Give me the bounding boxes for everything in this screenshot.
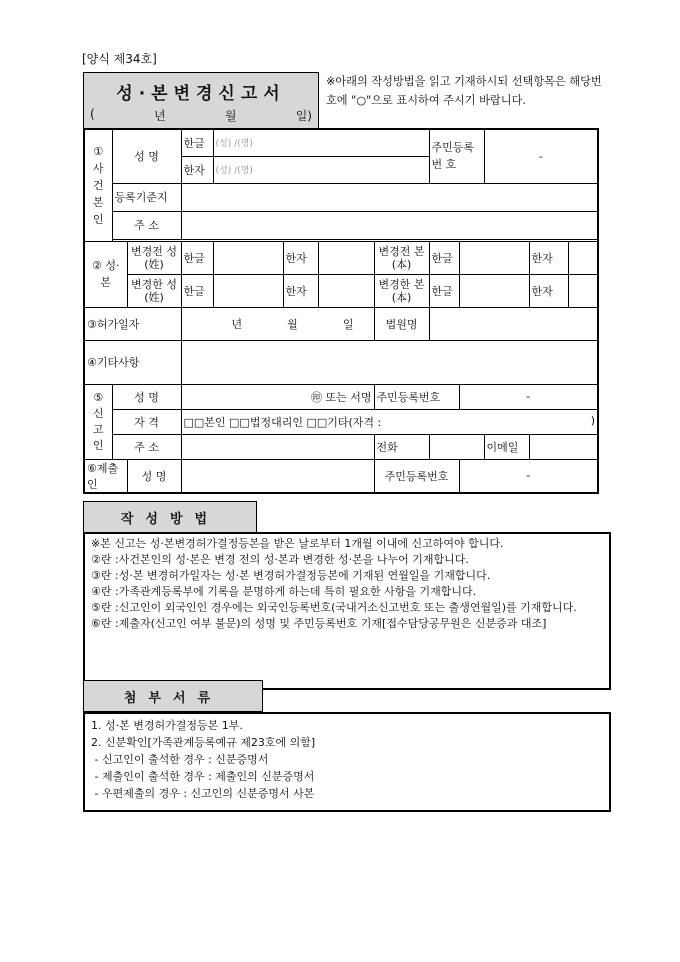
submitter-name-field[interactable] [181,459,374,493]
instruction-text: 성·본 변경허가일자는 성·본 변경허가결정등본에 기재된 연월일을 기재합니다. [118,569,491,582]
instructions-box [83,532,611,690]
permit-date-field[interactable] [181,307,374,340]
reporter-label: ⑤ 신 고 인 [84,384,112,459]
before-surname-label: 변경전 성(姓) [127,241,181,274]
phone-field[interactable] [429,434,484,459]
reporter-rrn-label: 주민등록번호 [374,384,459,409]
registry-label: 등록기준지 [112,183,181,211]
permit-month-label: 월 [287,317,298,331]
instruction-note: ※아래의 작성방법을 읽고 기재하시되 선택항목은 해당번호에 "○"으로 표시하여 주시기 바랍니다. [326,75,602,107]
email-label: 이메일 [484,434,529,459]
instruction-text: 신고인이 외국인인 경우에는 외국인등록번호(국내거소신고번호 또는 출생연월일)를 기재합니다. [118,601,577,614]
subject-rrn-field[interactable]: - [484,129,598,183]
court-label: 법원명 [374,307,429,340]
after-origin-hanja-field[interactable] [568,274,598,307]
permit-day-label: 일 [342,317,354,331]
report-form-table [83,128,599,494]
court-field[interactable] [429,307,598,340]
other-matters-field[interactable] [181,340,598,384]
before-origin-hanja-field[interactable] [568,241,598,274]
reporter-address-field[interactable] [181,434,374,459]
instruction-item [91,600,603,616]
other-matters-label: ④기타사항 [84,340,181,384]
before-surname-hanja-label: 한자 [283,241,318,274]
hangul-name-field[interactable]: (성) /(명) [213,129,429,156]
attachment-item: - 신고인이 출석한 경우 : 신분증명서 [91,753,269,766]
instruction-item [91,568,603,584]
submitter-name-label: 성 명 [127,459,181,493]
attachment-item: 1. 성·본 변경허가결정등본 1부. [91,719,243,732]
instruction-text: 본 신고는 성·본변경허가결정등본을 받은 날로부터 1개월 이내에 신고하여야 합니다. [100,537,504,550]
before-surname-hangul-label: 한글 [181,241,213,274]
after-surname-label: 변경한 성(姓) [127,274,181,307]
instructions-heading: 작성방법 [83,501,257,533]
submitter-label: ⑥제출인 [84,459,127,493]
form-number-label: [양식 제34호] [82,52,157,66]
permit-date-label: ③허가일자 [84,307,181,340]
after-surname-hangul-label: 한글 [181,274,213,307]
instruction-text: 제출자(신고인 여부 불문)의 성명 및 주민등록번호 기재[접수담당공무원은 신분증과 대조] [118,617,547,630]
instruction-text: 사건본인의 성·본은 변경 전의 성·본과 변경한 성·본을 나누어 기재합니다. [118,553,469,566]
after-origin-label: 변경한 본(本) [374,274,429,307]
before-origin-hangul-label: 한글 [429,241,459,274]
date-open-paren: ( [90,107,95,121]
qualification-label: 자 격 [112,409,181,434]
subject-person-label: ① 사 건 본 인 [84,129,112,241]
hanja-name-field[interactable]: (성) /(명) [213,156,429,183]
instruction-item [91,552,603,568]
address-label: 주 소 [112,211,181,239]
instruction-item [91,616,603,632]
reporter-name-field[interactable]: ㊞ 또는 서명 [181,384,374,409]
form-title: 성·본변경신고서 [116,84,286,104]
after-origin-hangul-field[interactable] [459,274,529,307]
before-surname-hanja-field[interactable] [318,241,374,274]
submitter-rrn-field[interactable]: - [459,459,598,493]
date-day-label: 일) [295,109,312,123]
permit-year-label: 년 [231,317,243,331]
hanja-label: 한자 [181,156,213,183]
address-field[interactable] [181,211,598,239]
reporter-rrn-field[interactable]: - [459,384,598,409]
before-origin-label: 변경전 본(本) [374,241,429,274]
reporter-address-label: 주 소 [112,434,181,459]
qualification-field[interactable] [181,409,598,434]
reporter-name-label: 성 명 [112,384,181,409]
attachments-box [83,712,611,812]
attachments-heading: 첨부서류 [83,680,263,712]
qualification-close: ) [590,413,596,427]
title-date [90,107,312,124]
registry-field[interactable] [181,183,598,211]
phone-label: 전화 [374,434,429,459]
after-surname-hanja-field[interactable] [318,274,374,307]
email-field[interactable] [529,434,598,459]
before-surname-hangul-field[interactable] [213,241,283,274]
attachment-item: 2. 신분확인[가족관계등록예규 제23호에 의함] [91,736,316,749]
instruction-text: 가족관계등록부에 기록을 분명하게 하는데 특히 필요한 사항을 기재합니다. [118,585,477,598]
instruction-mark: ④란 : [91,585,119,598]
after-surname-hanja-label: 한자 [283,274,318,307]
date-year-label: 년 [153,109,166,123]
before-origin-hanja-label: 한자 [529,241,568,274]
instruction-mark: ⑥란 : [91,617,119,630]
before-origin-hangul-field[interactable] [459,241,529,274]
instruction-item [91,536,603,552]
subject-rrn-label: 주민등록 번 호 [429,129,484,183]
qualification-options[interactable]: □□본인 □□법정대리인 □□기타(자격 : [183,415,382,429]
date-month-label: 월 [224,109,237,123]
surname-origin-label: ② 성·본 [84,241,127,307]
instruction-mark: ※ [91,537,101,550]
attachment-item: - 우편제출의 경우 : 신고인의 신분증명서 사본 [91,787,315,800]
instruction-mark: ⑤란 : [91,601,119,614]
instruction-mark: ②란 : [91,553,119,566]
after-origin-hanja-label: 한자 [529,274,568,307]
hangul-label: 한글 [181,129,213,156]
after-surname-hangul-field[interactable] [213,274,283,307]
title-box [83,72,319,130]
instruction-mark: ③란 : [91,569,119,582]
after-origin-hangul-label: 한글 [429,274,459,307]
submitter-rrn-label: 주민등록번호 [374,459,459,493]
subject-name-label: 성 명 [112,129,181,183]
instruction-item [91,584,603,600]
attachment-item: - 제출인이 출석한 경우 : 제출인의 신분증명서 [91,770,315,783]
